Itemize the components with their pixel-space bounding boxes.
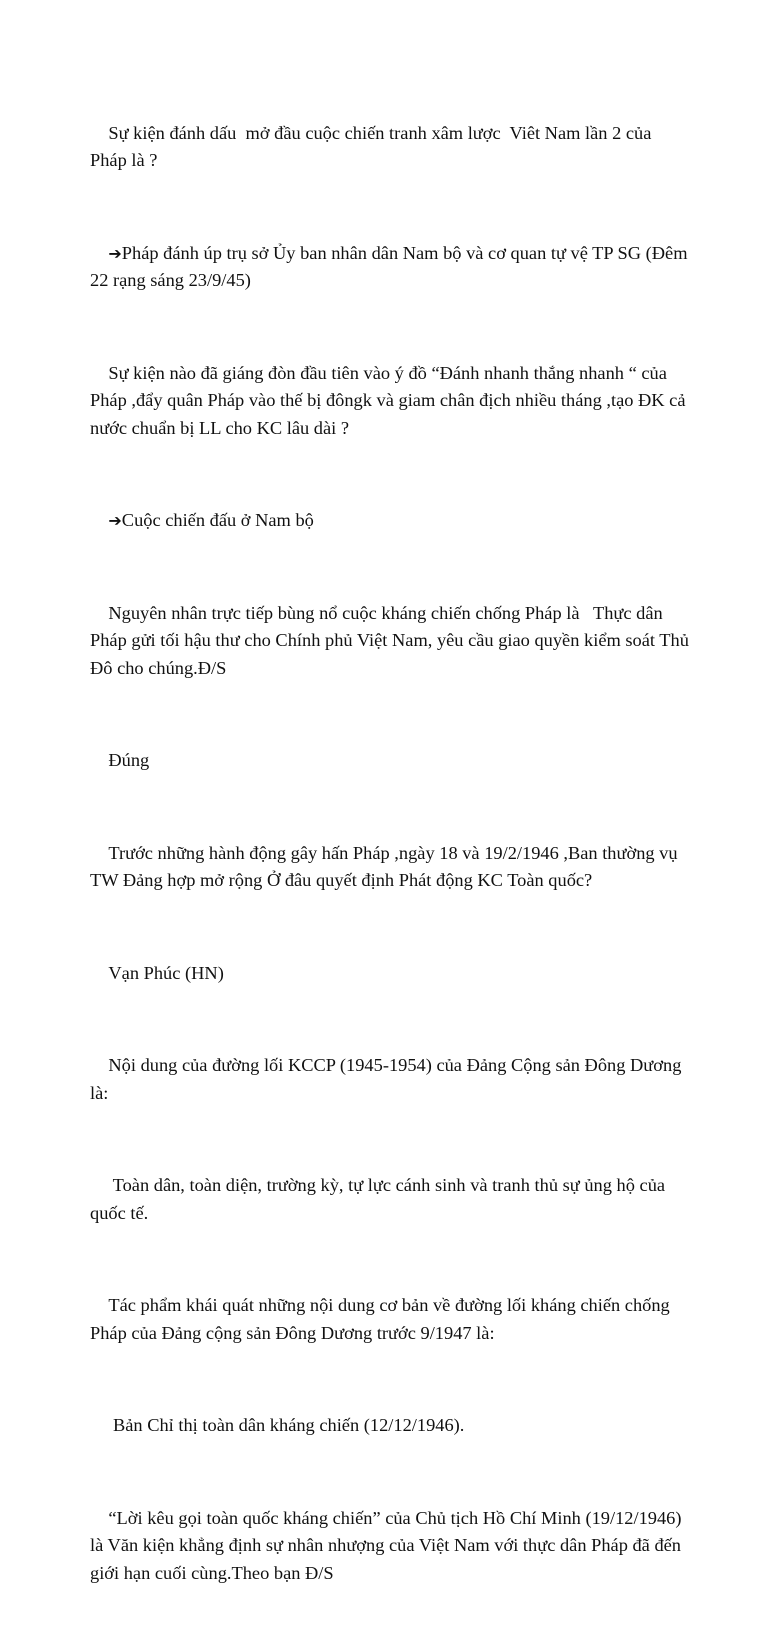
paragraph-text: Nguyên nhân trực tiếp bùng nổ cuộc kháng chiến chống Pháp là Thực dân Pháp gửi tối hậu thư cho Chính phủ Việt Nam, yêu cầu giao quyền kiểm soát Thủ Đô cho chúng.Đ/S [90, 602, 694, 678]
answer-paragraph [90, 1145, 690, 1255]
paragraph-text: Vạn Phúc (HN) [108, 962, 224, 983]
answer-paragraph [90, 480, 690, 563]
paragraph-text: Sự kiện nào đã giáng đòn đầu tiên vào ý đồ “Đánh nhanh thắng nhanh “ của Pháp ,đẩy quân Pháp vào thế bị đôngk và giam chân địch nhiều tháng ,tạo ĐK cả nước chuẩn bị LL cho KC lâu dài ? [90, 362, 691, 438]
answer-paragraph [90, 212, 693, 322]
arrow-right-icon: ➔ [108, 511, 122, 530]
question-paragraph [90, 1025, 690, 1135]
arrow-right-icon: ➔ [108, 243, 122, 263]
paragraph-text: Pháp đánh úp trụ sở Ủy ban nhân dân Nam bộ và cơ quan tự vệ TP SG (Đêm 22 rạng sáng 23/9/45) [90, 242, 693, 290]
answer-paragraph [90, 1385, 690, 1468]
paragraph-text: Nội dung của đường lối KCCP (1945-1954) của Đảng Cộng sản Đông Dương là: [90, 1055, 687, 1103]
question-paragraph [90, 332, 690, 470]
question-paragraph [90, 1265, 690, 1375]
paragraph-text: Bản Chỉ thị toàn dân kháng chiến (12/12/1946). [108, 1415, 465, 1435]
answer-paragraph [90, 720, 690, 803]
paragraph-text: Đúng [108, 750, 150, 770]
question-paragraph [90, 1477, 690, 1615]
paragraph-text: Toàn dân, toàn diện, trường kỳ, tự lực cánh sinh và tranh thủ sự ủng hộ của quốc tế. [90, 1175, 670, 1223]
question-paragraph [90, 812, 690, 922]
paragraph-text: “Lời kêu gọi toàn quốc kháng chiến” của Chủ tịch Hồ Chí Minh (19/12/1946) là Văn kiện khẳng định sự nhân nhượng của Việt Nam với thực dân Pháp đã đến giới hạn cuối cùng.Theo bạn Đ/S [90, 1507, 687, 1583]
paragraph-text: Tác phẩm khái quát những nội dung cơ bản về đường lối kháng chiến chống Pháp của Đảng cộng sản Đông Dương trước 9/1947 là: [90, 1295, 675, 1343]
question-paragraph [90, 92, 690, 202]
paragraph-text: Cuộc chiến đấu ở Nam bộ [121, 510, 314, 530]
paragraph-text: Trước những hành động gây hấn Pháp ,ngày 18 và 19/2/1946 ,Ban thường vụ TW Đảng hợp mở rộng Ở đâu quyết định Phát động KC Toàn quốc? [90, 842, 682, 890]
paragraph-text: Sự kiện đánh dấu mở đầu cuộc chiến tranh xâm lược Viêt Nam lần 2 của Pháp là ? [90, 122, 657, 170]
document-page [90, 92, 694, 1625]
question-paragraph [90, 572, 694, 710]
answer-paragraph [90, 932, 690, 1015]
